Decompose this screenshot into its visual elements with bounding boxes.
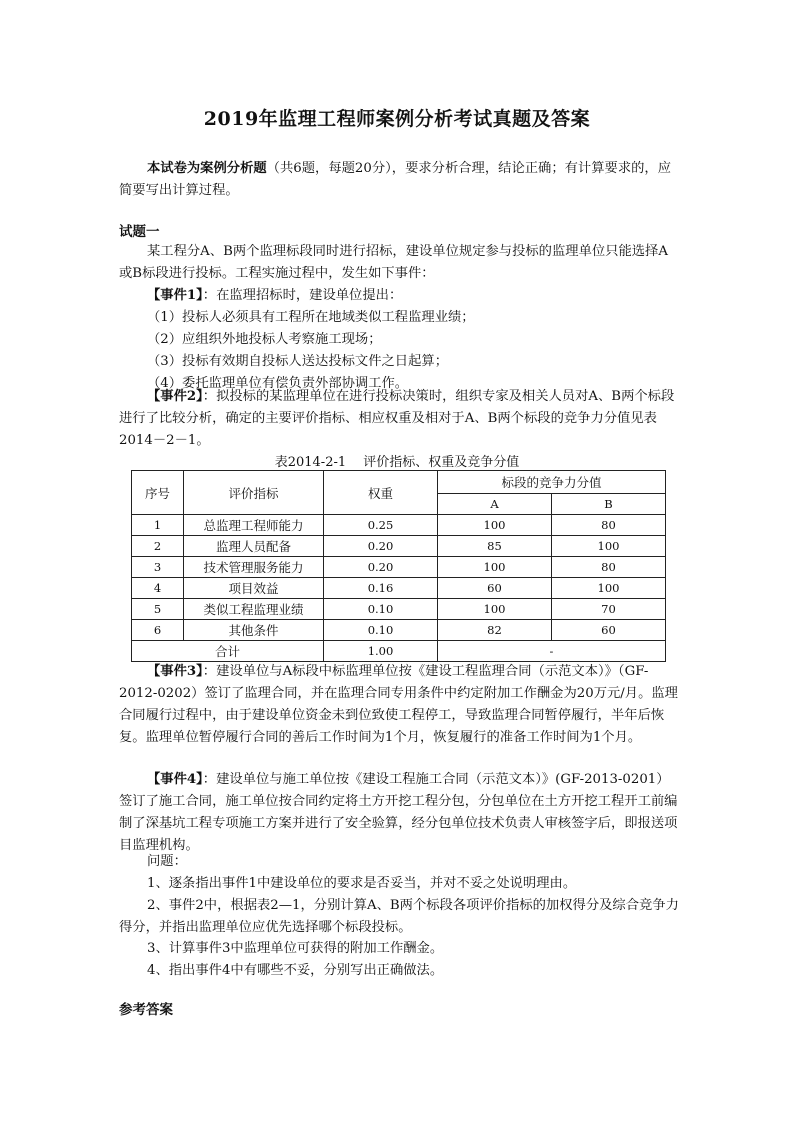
header-b: B [552,494,666,515]
intro-paragraph [119,158,679,202]
event2-paragraph [119,386,679,452]
header-weight: 权重 [324,471,438,515]
question-item-3: 3、计算事件3中监理单位可获得的附加工作酬金。 [147,941,444,956]
question-item-2: 2、事件2中，根据表2—1，分别计算A、B两个标段各项评价指标的加权得分及综合竞争力得分，并指出监理单位应优先选择哪个标段投标。 [119,898,679,935]
row-weight: 0.25 [324,515,438,536]
table-row [132,536,666,557]
row-no: 6 [132,620,184,641]
row-score-a: 82 [438,620,552,641]
row-no: 2 [132,536,184,557]
header-no: 序号 [132,471,184,515]
row-score-a: 100 [438,557,552,578]
total-weight: 1.00 [324,641,438,662]
question-item-4: 4、指出事件4中有哪些不妥，分别写出正确做法。 [147,963,444,978]
event1-item-3: （3）投标有效期自投标人送达投标文件之日起算； [147,354,448,369]
event1-text: ：在监理招标时，建设单位提出： [202,288,403,303]
row-indicator: 其他条件 [184,620,324,641]
row-score-b: 70 [552,599,666,620]
event1-paragraph [119,285,679,307]
row-no: 1 [132,515,184,536]
event1-label: 【事件1】 [147,288,203,303]
header-indicator: 评价指标 [184,471,324,515]
row-no: 4 [132,578,184,599]
table-total-row [132,641,666,662]
event1-item-4: （4）委托监理单位有偿负责外部协调工作。 [147,376,409,391]
total-label: 合计 [132,641,324,662]
header-a: A [438,494,552,515]
row-weight: 0.10 [324,599,438,620]
intro-bold-text: 本试卷为案例分析题 [147,161,267,176]
row-score-b: 100 [552,578,666,599]
row-indicator: 项目效益 [184,578,324,599]
row-score-b: 60 [552,620,666,641]
event3-paragraph [119,661,679,749]
header-score-group: 标段的竞争力分值 [438,471,666,494]
row-indicator: 监理人员配备 [184,536,324,557]
row-indicator: 技术管理服务能力 [184,557,324,578]
event3-label: 【事件3】 [147,664,203,679]
document-title: 2019年监理工程师案例分析考试真题及答案 [203,108,591,130]
event4-text: ：建设单位与施工单位按《建设工程施工合同（示范文本）》(GF-2013-0201）签订了施工合同，施工单位按合同约定将土方开挖工程分包，分包单位在土方开挖工程开工前编制了深基坑工程专项施工方案并进行了安全验算，经分包单位技术负责人审核签字后，即报送项目监理机构。 [119,772,678,853]
row-score-a: 85 [438,536,552,557]
row-no: 5 [132,599,184,620]
table-row [132,557,666,578]
table-row [132,515,666,536]
event4-paragraph [119,769,679,857]
event3-text: ：建设单位与A标段中标监理单位按《建设工程监理合同（示范文本）》（GF-2012-0202）签订了监理合同，并在监理合同专用条件中约定附加工作酬金为20万元/月。监理合同履行过程中，由于建设单位资金未到位致使工程停工，导致监理合同暂停履行，半年后恢复。监理单位暂停履行合同的善后工作时间为1个月，恢复履行的准备工作时间为1个月。 [119,664,678,745]
row-score-b: 100 [552,536,666,557]
table-row [132,578,666,599]
question-item-1: 1、逐条指出事件1中建设单位的要求是否妥当，并对不妥之处说明理由。 [147,876,577,891]
row-score-a: 100 [438,599,552,620]
row-score-a: 100 [438,515,552,536]
event1-item-1: （1）投标人必须具有工程所在地域类似工程监理业绩； [147,310,475,325]
table-header-row [132,471,666,494]
question1-background: 某工程分A、B两个监理标段同时进行招标，建设单位规定参与投标的监理单位只能选择A或B标段进行投标。工程实施过程中，发生如下事件： [119,244,668,281]
table-row [132,620,666,641]
questions-label: 问题： [147,854,187,869]
event1-item-2: （2）应组织外地投标人考察施工现场； [147,332,382,347]
row-score-b: 80 [552,557,666,578]
event2-label: 【事件2】 [147,389,203,404]
score-table [131,470,666,662]
row-indicator: 总监理工程师能力 [184,515,324,536]
row-no: 3 [132,557,184,578]
row-score-b: 80 [552,515,666,536]
row-indicator: 类似工程监理业绩 [184,599,324,620]
event4-label: 【事件4】 [147,772,203,787]
event2-text: ：拟投标的某监理单位在进行投标决策时，组织专家及相关人员对A、B两个标段进行了比较分析，确定的主要评价指标、相应权重及相对于A、B两个标段的竞争力分值见表2014－2－1。 [119,389,675,448]
row-weight: 0.20 [324,536,438,557]
row-weight: 0.10 [324,620,438,641]
row-score-a: 60 [438,578,552,599]
intro-text: （共6题，每题20分），要求分析合理，结论正确；有计算要求的，应简要写出计算过程。 [119,161,672,198]
row-weight: 0.16 [324,578,438,599]
answer-heading: 参考答案 [119,1002,173,1018]
table-row [132,599,666,620]
total-score: - [438,641,666,662]
table-caption: 表2014-2-1 评价指标、权重及竞争分值 [274,455,520,470]
row-weight: 0.20 [324,557,438,578]
question1-heading: 试题一 [119,224,160,240]
